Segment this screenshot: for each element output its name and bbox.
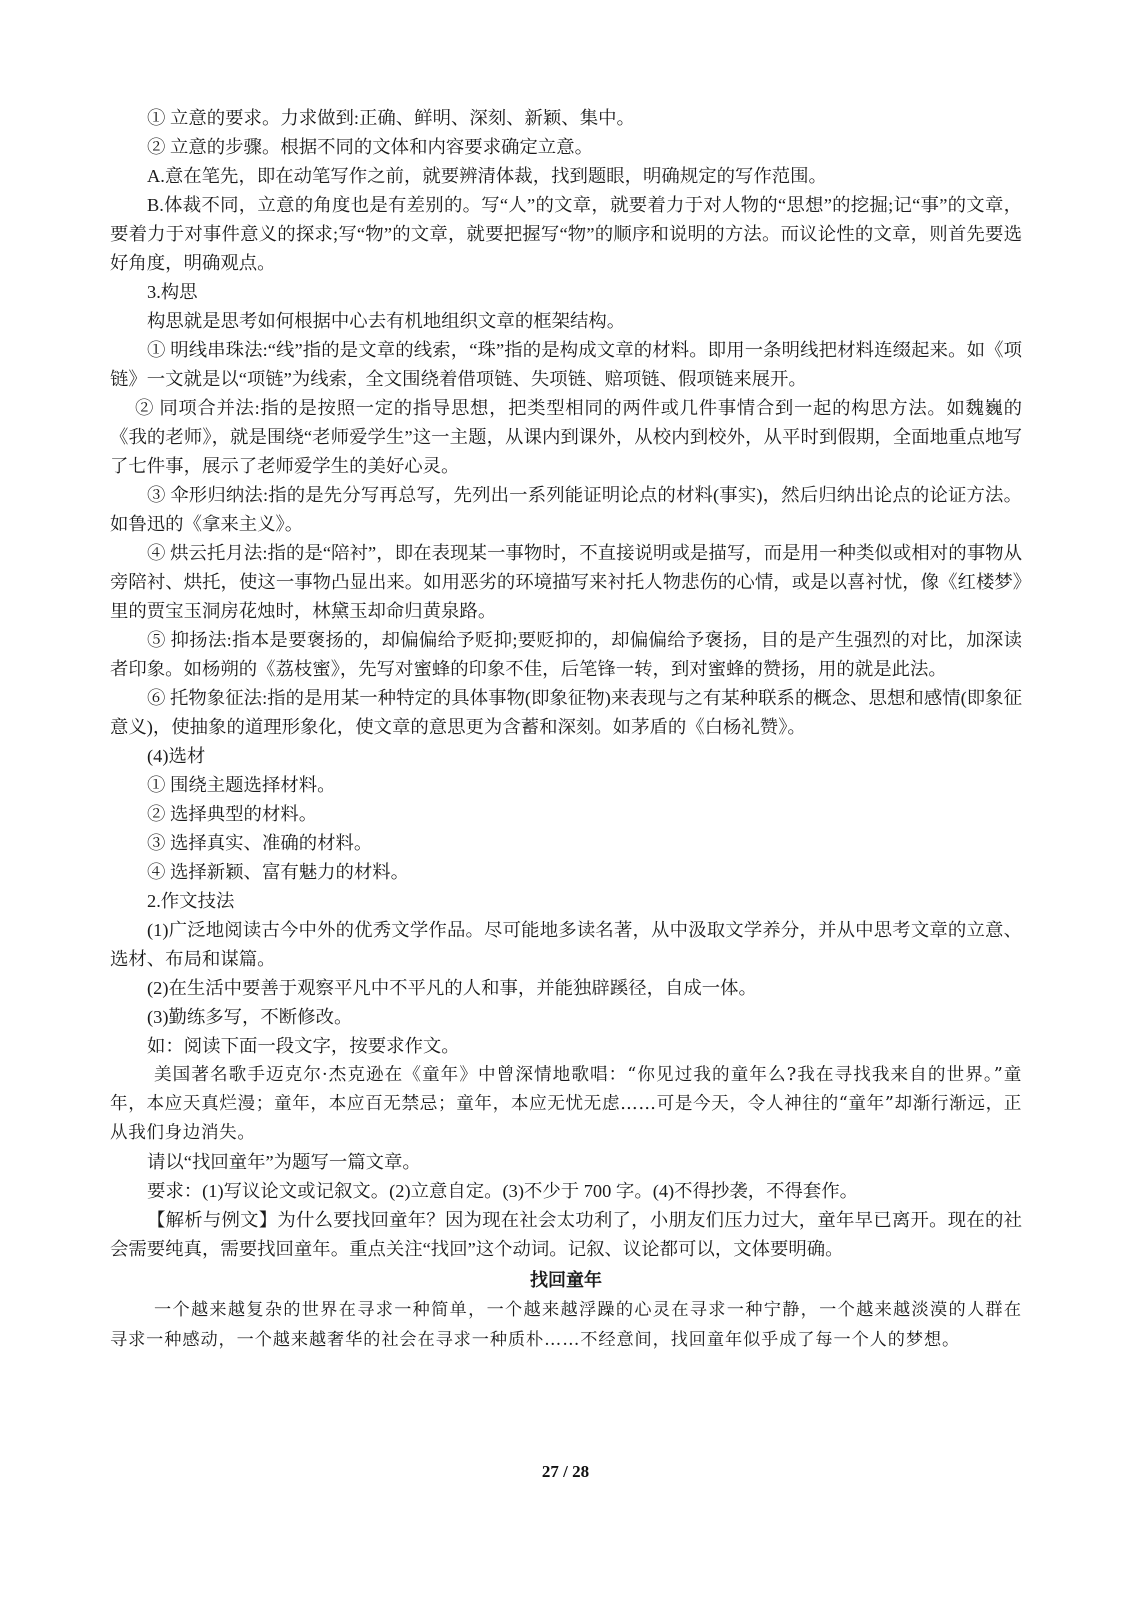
paragraph-lizhi-requirement: ① 立意的要求。力求做到:正确、鲜明、深刻、新颖、集中。 <box>147 108 635 128</box>
paragraph-jifa-3: (3)勤练多写，不断修改。 <box>147 1007 353 1027</box>
paragraph-step-b: B.体裁不同，立意的角度也是有差别的。写“人”的文章，就要着力于对人物的“思想”的挖掘;记“事”的文章，要着力于对事件意义的探求;写“物”的文章，就要把握写“物”的顺序和说明的方法。而议论性的文章，则首先要选好角度，明确观点。 <box>110 195 1022 273</box>
list-item-xuancai-4: ④ 选择新颖、富有魅力的材料。 <box>147 862 410 882</box>
paragraph-method-4: ④ 烘云托月法:指的是“陪衬”，即在表现某一事物时，不直接说明或是描写，而是用一种类似或相对的事物从旁陪衬、烘托，使这一事物凸显出来。如用恶劣的环境描写来衬托人物悲伤的心情，或是以喜衬忧，像《红楼梦》里的贾宝玉洞房花烛时，林黛玉却命归黄泉路。 <box>110 543 1022 621</box>
list-item-xuancai-1: ① 围绕主题选择材料。 <box>147 775 336 795</box>
paragraph-method-6: ⑥ 托物象征法:指的是用某一种特定的具体事物(即象征物)来表现与之有某种联系的概念、思想和感情(即象征意义)，使抽象的道理形象化，使文章的意思更为含蓄和深刻。如茅盾的《白杨礼赞》。 <box>110 688 1022 737</box>
document-page <box>110 104 1022 1355</box>
paragraph-method-1: ① 明线串珠法:“线”指的是文章的线索，“珠”指的是构成文章的材料。即用一条明线把材料连缀起来。如《项链》一文就是以“项链”为线索，全文围绕着借项链、失项链、赔项链、假项链来展开。 <box>110 340 1022 389</box>
essay-title: 找回童年 <box>530 1270 602 1291</box>
paragraph-lizhi-steps: ② 立意的步骤。根据不同的文体和内容要求确定立意。 <box>147 137 593 157</box>
paragraph-goushi-definition: 构思就是思考如何根据中心去有机地组织文章的框架结构。 <box>147 311 626 331</box>
paragraph-prompt: 请以“找回童年”为题写一篇文章。 <box>147 1152 421 1172</box>
paragraph-example-intro: 如：阅读下面一段文字，按要求作文。 <box>147 1036 460 1056</box>
paragraph-method-2: ② 同项合并法:指的是按照一定的指导思想，把类型相同的两件或几件事情合到一起的构思方法。如魏巍的《我的老师》，就是围绕“老师爱学生”这一主题，从课内到课外，从校内到校外，从平时到假期，全面地重点地写了七件事，展示了老师爱学生的美好心灵。 <box>110 398 1022 476</box>
paragraph-analysis: 【解析与例文】为什么要找回童年？因为现在社会太功利了，小朋友们压力过大，童年早已离开。现在的社会需要纯真，需要找回童年。重点关注“找回”这个动词。记叙、议论都可以，文体要明确。 <box>110 1210 1022 1259</box>
quoted-material: 美国著名歌手迈克尔·杰克逊在《童年》中曾深情地歌唱：“你见过我的童年么?我在寻找我来自的世界。”童年，本应天真烂漫；童年，本应百无禁忌；童年，本应无忧无虑……可是今天，令人神往的“童年”却渐行渐远，正从我们身边消失。 <box>110 1065 1022 1143</box>
essay-paragraph: 一个越来越复杂的世界在寻求一种简单，一个越来越浮躁的心灵在寻求一种宁静，一个越来越淡漠的人群在寻求一种感动，一个越来越奢华的社会在寻求一种质朴……不经意间，找回童年似乎成了每一个人的梦想。 <box>110 1300 1022 1350</box>
list-item-xuancai-3: ③ 选择真实、准确的材料。 <box>147 833 373 853</box>
page-number: 27 / 28 <box>541 1462 590 1481</box>
paragraph-jifa-2: (2)在生活中要善于观察平凡中不平凡的人和事，并能独辟蹊径，自成一体。 <box>147 978 757 998</box>
paragraph-method-3: ③ 伞形归纳法:指的是先分写再总写，先列出一系列能证明论点的材料(事实)，然后归纳出论点的论证方法。如鲁迅的《拿来主义》。 <box>110 485 1022 534</box>
section-heading-jifa: 2.作文技法 <box>147 891 235 911</box>
section-heading-goushi: 3.构思 <box>147 282 198 302</box>
paragraph-requirements: 要求：(1)写议论文或记叙文。(2)立意自定。(3)不少于 700 字。(4)不得抄袭，不得套作。 <box>147 1181 859 1201</box>
paragraph-step-a: A.意在笔先，即在动笔写作之前，就要辨清体裁，找到题眼，明确规定的写作范围。 <box>147 166 827 186</box>
section-heading-xuancai: (4)选材 <box>147 746 206 766</box>
paragraph-jifa-1: (1)广泛地阅读古今中外的优秀文学作品。尽可能地多读名著，从中汲取文学养分，并从中思考文章的立意、选材、布局和谋篇。 <box>110 920 1022 969</box>
list-item-xuancai-2: ② 选择典型的材料。 <box>147 804 318 824</box>
paragraph-method-5: ⑤ 抑扬法:指本是要褒扬的，却偏偏给予贬抑;要贬抑的，却偏偏给予褒扬，目的是产生强烈的对比，加深读者印象。如杨朔的《荔枝蜜》，先写对蜜蜂的印象不佳，后笔锋一转，到对蜜蜂的赞扬，用的就是此法。 <box>110 630 1022 679</box>
